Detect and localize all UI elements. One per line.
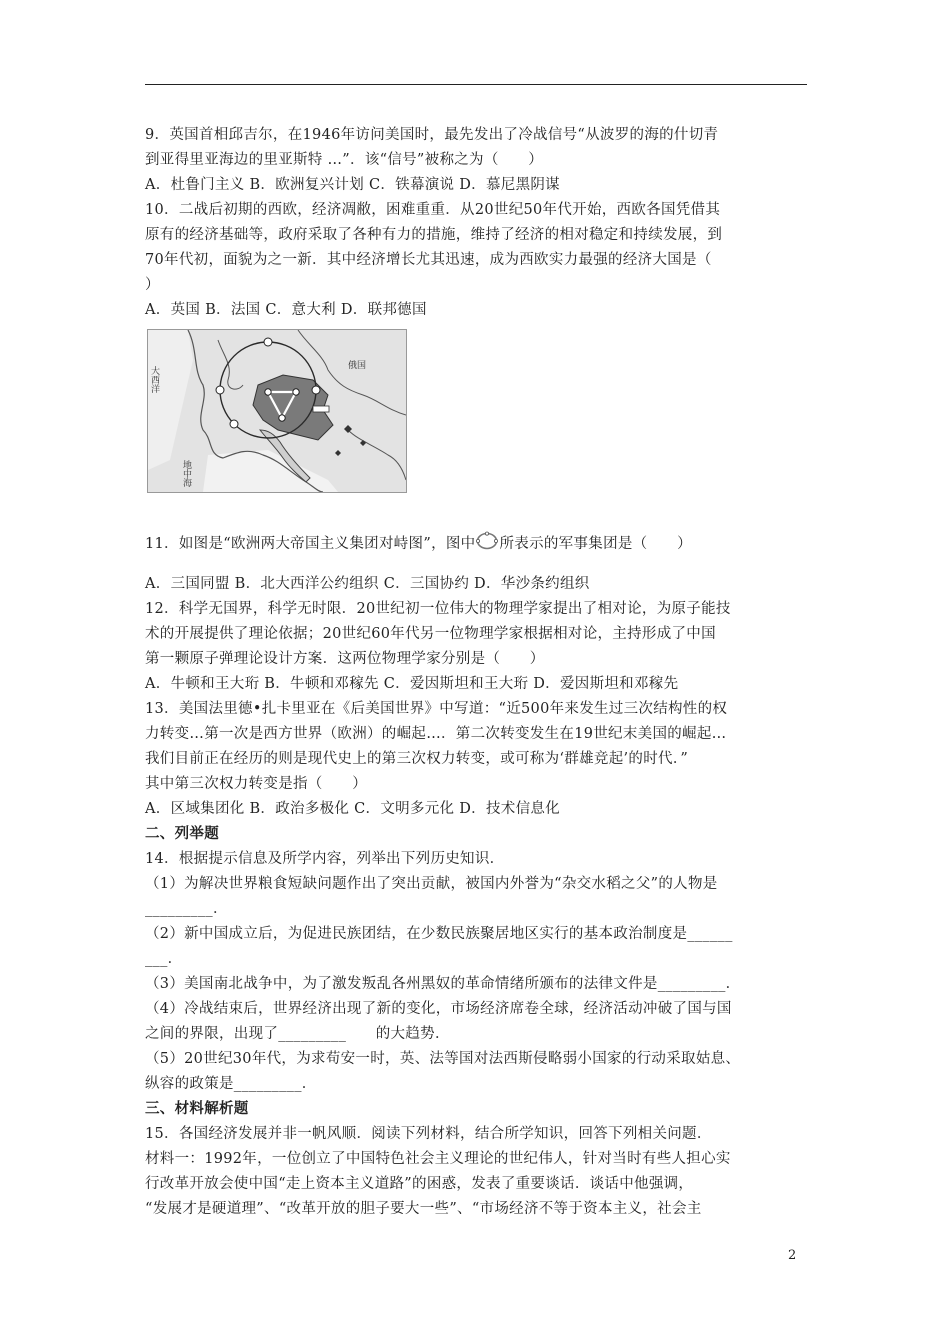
page-number: 2 bbox=[788, 1248, 797, 1263]
q14-part-4-b: 之间的界限，出现了_________ 的大趋势． bbox=[145, 1026, 450, 1042]
q13-line-4: 其中第三次权力转变是指（ ） bbox=[145, 776, 367, 792]
q10-line-3: 70年代初，面貌为之一新．其中经济增长尤其迅速，成为西欧实力最强的经济大国是（ bbox=[145, 252, 712, 268]
q14-part-5-a: （5）20世纪30年代，为求苟安一时，英、法等国对法西斯侵略弱小国家的行动采取姑息、 bbox=[145, 1051, 741, 1067]
q13-line-3: 我们目前正在经历的则是现代史上的第三次权力转变，或可称为‘群雄竞起’的时代．” bbox=[145, 751, 689, 767]
section-3-heading: 三、材料解析题 bbox=[145, 1100, 249, 1117]
q15-line-3: 行改革开放会使中国“走上资本主义道路”的困惑，发表了重要谈话．谈话中他强调， bbox=[145, 1176, 694, 1192]
q14-part-2-b: ___． bbox=[145, 951, 183, 967]
q9-line-2: 到亚得里亚海边的里亚斯特 …”．该“信号”被称之为（ ） bbox=[145, 152, 544, 168]
q14-part-3: （3）美国南北战争中，为了激发叛乱各州黑奴的革命情绪所颁布的法律文件是_________． bbox=[145, 976, 741, 992]
q13-line-2: 力转变…第一次是西方世界（欧洲）的崛起…．第二次转变发生在19世纪末美国的崛起… bbox=[145, 726, 727, 742]
q11-text-after: 所表示的军事集团是（ ） bbox=[499, 536, 692, 552]
q10-line-1: 10．二战后初期的西欧，经济凋敝，困难重重．从20世纪50年代开始，西欧各国凭借其 bbox=[145, 202, 721, 218]
q11-options: A．三国同盟 B．北大西洋公约组织 C．三国协约 D．华沙条约组织 bbox=[145, 576, 590, 592]
q15-line-1: 15．各国经济发展并非一帆风顺．阅读下列材料，结合所学知识，回答下列相关问题． bbox=[145, 1126, 712, 1142]
q12-options: A．牛顿和王大珩 B．牛顿和邓稼先 C．爱因斯坦和王大珩 D．爱因斯坦和邓稼先 bbox=[145, 676, 679, 692]
europe-map-drawing bbox=[148, 330, 406, 492]
q14-part-4-a: （4）冷战结束后，世界经济出现了新的变化，市场经济席卷全球，经济活动冲破了国与国 bbox=[145, 1001, 732, 1017]
europe-map-figure bbox=[147, 329, 407, 493]
q12-line-3: 第一颗原子弹理论设计方案．这两位物理学家分别是（ ） bbox=[145, 651, 545, 667]
q15-line-4: “发展才是硬道理”、“改革开放的胆子要大一些”、“市场经济不等于资本主义，社会主 bbox=[145, 1201, 702, 1217]
q11-text-before: 11．如图是“欧洲两大帝国主义集团对峙图”，图中 bbox=[145, 536, 476, 552]
header-rule bbox=[145, 84, 807, 85]
q14-part-1-a: （1）为解决世界粮食短缺问题作出了突出贡献，被国内外誉为“杂交水稻之父”的人物是 bbox=[145, 876, 718, 892]
q9-options: A．杜鲁门主义 B．欧洲复兴计划 C．铁幕演说 D．慕尼黑阴谋 bbox=[145, 177, 560, 193]
q10-options: A．英国 B．法国 C．意大利 D．联邦德国 bbox=[145, 302, 427, 318]
q14-part-2-a: （2）新中国成立后，为促进民族团结，在少数民族聚居地区实行的基本政治制度是______ bbox=[145, 926, 733, 942]
map-label-atlantic: 大西洋 bbox=[149, 366, 159, 393]
q13-line-1: 13．美国法里德•扎卡里亚在《后美国世界》中写道：“近500年来发生过三次结构性的权 bbox=[145, 701, 728, 717]
q14-intro: 14．根据提示信息及所学内容，列举出下列历史知识． bbox=[145, 851, 505, 867]
q10-line-2: 原有的经济基础等，政府采取了各种有力的措施，维持了经济的相对稳定和持续发展，到 bbox=[145, 227, 723, 243]
q14-part-5-b: 纵容的政策是_________． bbox=[145, 1076, 317, 1092]
q15-line-2: 材料一：1992年，一位创立了中国特色社会主义理论的世纪伟人，针对当时有些人担心实 bbox=[145, 1151, 731, 1167]
q10-line-4: ） bbox=[145, 277, 160, 293]
ring-icon bbox=[475, 531, 499, 551]
q12-line-1: 12．科学无国界，科学无时限．20世纪初一位伟大的物理学家提出了相对论，为原子能技 bbox=[145, 601, 731, 617]
section-2-heading: 二、列举题 bbox=[145, 825, 219, 842]
q9-line-1: 9．英国首相邱吉尔，在1946年访问美国时，最先发出了冷战信号“从波罗的海的什切青 bbox=[145, 127, 719, 143]
q11-line-1 bbox=[145, 531, 807, 554]
q12-line-2: 术的开展提供了理论依据；20世纪60年代另一位物理学家根据相对论，主持形成了中国 bbox=[145, 626, 716, 642]
q14-part-1-b: _________． bbox=[145, 901, 228, 917]
map-label-russia: 俄国 bbox=[348, 361, 367, 371]
map-label-mediterranean: 地中海 bbox=[181, 460, 191, 487]
q13-options: A．区域集团化 B．政治多极化 C．文明多元化 D．技术信息化 bbox=[145, 801, 560, 817]
